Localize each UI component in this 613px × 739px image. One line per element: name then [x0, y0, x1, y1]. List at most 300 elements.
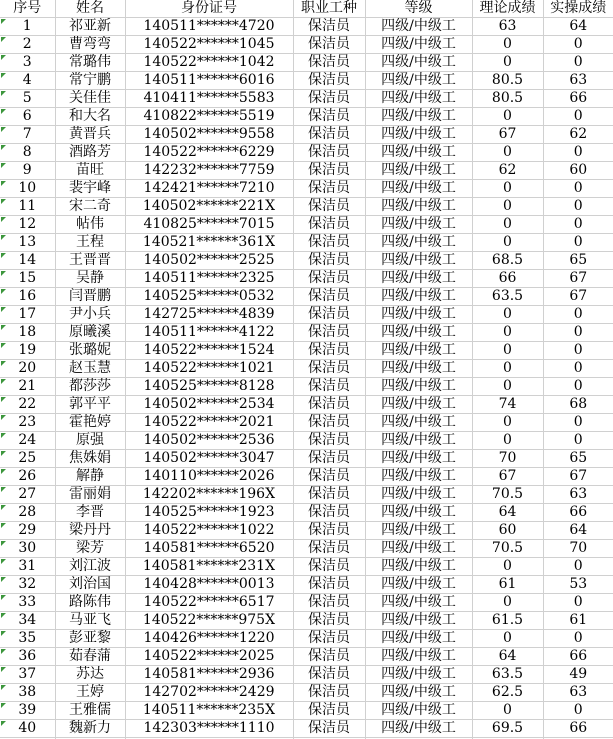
- cell-index[interactable]: 36: [0, 648, 55, 666]
- cell-level[interactable]: 四级/中级工: [365, 540, 472, 558]
- cell-occupation[interactable]: 保洁员: [293, 576, 365, 594]
- cell-theory_score[interactable]: 69.5: [472, 720, 543, 738]
- cell-level[interactable]: 四级/中级工: [365, 486, 472, 504]
- cell-index[interactable]: 19: [0, 342, 55, 360]
- cell-practical_score[interactable]: 63: [543, 486, 613, 504]
- cell-practical_score[interactable]: 0: [543, 54, 613, 72]
- cell-index[interactable]: 20: [0, 360, 55, 378]
- column-header-theory_score[interactable]: 理论成绩: [472, 0, 543, 18]
- cell-practical_score[interactable]: 67: [543, 288, 613, 306]
- cell-id_number[interactable]: 140522******1524: [125, 342, 293, 360]
- cell-id_number[interactable]: 140581******231X: [125, 558, 293, 576]
- cell-id_number[interactable]: 140522******2025: [125, 648, 293, 666]
- cell-name[interactable]: 苏达: [55, 666, 125, 684]
- cell-index[interactable]: 31: [0, 558, 55, 576]
- cell-level[interactable]: 四级/中级工: [365, 72, 472, 90]
- cell-name[interactable]: 王雅儒: [55, 702, 125, 720]
- cell-index[interactable]: 17: [0, 306, 55, 324]
- cell-practical_score[interactable]: 67: [543, 468, 613, 486]
- cell-theory_score[interactable]: 0: [472, 342, 543, 360]
- cell-theory_score[interactable]: 63.5: [472, 288, 543, 306]
- cell-level[interactable]: 四级/中级工: [365, 684, 472, 702]
- table-row: [0, 54, 613, 72]
- column-header-practical_score[interactable]: 实操成绩: [543, 0, 613, 18]
- cell-occupation[interactable]: 保洁员: [293, 612, 365, 630]
- cell-occupation[interactable]: 保洁员: [293, 54, 365, 72]
- cell-practical_score[interactable]: 65: [543, 252, 613, 270]
- cell-theory_score[interactable]: 66: [472, 270, 543, 288]
- cell-name[interactable]: 尹小兵: [55, 306, 125, 324]
- cell-occupation[interactable]: 保洁员: [293, 630, 365, 648]
- cell-practical_score[interactable]: 67: [543, 270, 613, 288]
- cell-name[interactable]: 原曦溪: [55, 324, 125, 342]
- cell-id_number[interactable]: 140521******361X: [125, 234, 293, 252]
- cell-occupation[interactable]: 保洁员: [293, 558, 365, 576]
- cell-level[interactable]: 四级/中级工: [365, 342, 472, 360]
- cell-occupation[interactable]: 保洁员: [293, 432, 365, 450]
- cell-practical_score[interactable]: 0: [543, 36, 613, 54]
- cell-id_number[interactable]: 140522******1021: [125, 360, 293, 378]
- column-header-level[interactable]: 等级: [365, 0, 472, 18]
- cell-theory_score[interactable]: 0: [472, 378, 543, 396]
- cell-theory_score[interactable]: 0: [472, 36, 543, 54]
- cell-theory_score[interactable]: 64: [472, 648, 543, 666]
- cell-level[interactable]: 四级/中级工: [365, 252, 472, 270]
- cell-level[interactable]: 四级/中级工: [365, 522, 472, 540]
- cell-index[interactable]: 34: [0, 612, 55, 630]
- cell-name[interactable]: 茹春蒲: [55, 648, 125, 666]
- cell-level[interactable]: 四级/中级工: [365, 594, 472, 612]
- cell-index[interactable]: 27: [0, 486, 55, 504]
- cell-practical_score[interactable]: 0: [543, 180, 613, 198]
- table-row: [0, 702, 613, 720]
- cell-id_number[interactable]: 140511******235X: [125, 702, 293, 720]
- cell-index[interactable]: 18: [0, 324, 55, 342]
- cell-name[interactable]: 苗旺: [55, 162, 125, 180]
- cell-name[interactable]: 路陈伟: [55, 594, 125, 612]
- table-row: [0, 216, 613, 234]
- cell-level[interactable]: 四级/中级工: [365, 180, 472, 198]
- cell-level[interactable]: 四级/中级工: [365, 36, 472, 54]
- cell-occupation[interactable]: 保洁员: [293, 108, 365, 126]
- cell-occupation[interactable]: 保洁员: [293, 468, 365, 486]
- cell-practical_score[interactable]: 61: [543, 612, 613, 630]
- cell-practical_score[interactable]: 0: [543, 558, 613, 576]
- cell-id_number[interactable]: 140525******1923: [125, 504, 293, 522]
- cell-occupation[interactable]: 保洁员: [293, 414, 365, 432]
- cell-index[interactable]: 32: [0, 576, 55, 594]
- cell-level[interactable]: 四级/中级工: [365, 54, 472, 72]
- cell-occupation[interactable]: 保洁员: [293, 684, 365, 702]
- cell-id_number[interactable]: 410411******5583: [125, 90, 293, 108]
- cell-occupation[interactable]: 保洁员: [293, 72, 365, 90]
- stored-as-text-indicator-icon: [1, 307, 6, 312]
- cell-level[interactable]: 四级/中级工: [365, 198, 472, 216]
- cell-level[interactable]: 四级/中级工: [365, 234, 472, 252]
- cell-id_number[interactable]: 140511******4122: [125, 324, 293, 342]
- cell-name[interactable]: 刘江波: [55, 558, 125, 576]
- cell-level[interactable]: 四级/中级工: [365, 396, 472, 414]
- cell-index[interactable]: 13: [0, 234, 55, 252]
- cell-theory_score[interactable]: 80.5: [472, 90, 543, 108]
- cell-id_number[interactable]: 142702******2429: [125, 684, 293, 702]
- cell-level[interactable]: 四级/中级工: [365, 468, 472, 486]
- cell-theory_score[interactable]: 0: [472, 360, 543, 378]
- cell-theory_score[interactable]: 67: [472, 126, 543, 144]
- cell-index[interactable]: 33: [0, 594, 55, 612]
- cell-id_number[interactable]: 140426******1220: [125, 630, 293, 648]
- cell-index[interactable]: 26: [0, 468, 55, 486]
- cell-theory_score[interactable]: 0: [472, 180, 543, 198]
- cell-id_number[interactable]: 142303******1110: [125, 720, 293, 738]
- cell-id_number[interactable]: 410822******5519: [125, 108, 293, 126]
- cell-index[interactable]: 23: [0, 414, 55, 432]
- cell-level[interactable]: 四级/中级工: [365, 144, 472, 162]
- cell-id_number[interactable]: 140525******0532: [125, 288, 293, 306]
- cell-name[interactable]: 裴宇峰: [55, 180, 125, 198]
- cell-level[interactable]: 四级/中级工: [365, 324, 472, 342]
- cell-level[interactable]: 四级/中级工: [365, 108, 472, 126]
- column-header-id_number[interactable]: 身份证号: [125, 0, 293, 18]
- cell-occupation[interactable]: 保洁员: [293, 486, 365, 504]
- cell-name[interactable]: 李晋: [55, 504, 125, 522]
- cell-index[interactable]: 24: [0, 432, 55, 450]
- cell-occupation[interactable]: 保洁员: [293, 180, 365, 198]
- cell-practical_score[interactable]: 0: [543, 306, 613, 324]
- cell-name[interactable]: 宋二奇: [55, 198, 125, 216]
- column-header-index[interactable]: 序号: [0, 0, 55, 18]
- cell-name[interactable]: 帖伟: [55, 216, 125, 234]
- cell-occupation[interactable]: 保洁员: [293, 126, 365, 144]
- cell-name[interactable]: 吴静: [55, 270, 125, 288]
- cell-occupation[interactable]: 保洁员: [293, 306, 365, 324]
- cell-theory_score[interactable]: 68.5: [472, 252, 543, 270]
- cell-theory_score[interactable]: 0: [472, 144, 543, 162]
- cell-name[interactable]: 王程: [55, 234, 125, 252]
- table-row: [0, 126, 613, 144]
- cell-index[interactable]: 16: [0, 288, 55, 306]
- cell-id_number[interactable]: 140525******8128: [125, 378, 293, 396]
- cell-occupation[interactable]: 保洁员: [293, 144, 365, 162]
- table-row: [0, 36, 613, 54]
- cell-theory_score[interactable]: 0: [472, 432, 543, 450]
- cell-level[interactable]: 四级/中级工: [365, 558, 472, 576]
- table-row: [0, 648, 613, 666]
- cell-name[interactable]: 梁丹丹: [55, 522, 125, 540]
- cell-id_number[interactable]: 142232******7759: [125, 162, 293, 180]
- cell-theory_score[interactable]: 62: [472, 162, 543, 180]
- cell-name[interactable]: 焦姝娟: [55, 450, 125, 468]
- cell-theory_score[interactable]: 62.5: [472, 684, 543, 702]
- cell-index[interactable]: 8: [0, 144, 55, 162]
- cell-index[interactable]: 25: [0, 450, 55, 468]
- cell-level[interactable]: 四级/中级工: [365, 576, 472, 594]
- cell-name[interactable]: 梁芳: [55, 540, 125, 558]
- cell-theory_score[interactable]: 74: [472, 396, 543, 414]
- cell-level[interactable]: 四级/中级工: [365, 504, 472, 522]
- cell-name[interactable]: 彭亚黎: [55, 630, 125, 648]
- cell-occupation[interactable]: 保洁员: [293, 270, 365, 288]
- cell-id_number[interactable]: 140522******1042: [125, 54, 293, 72]
- cell-practical_score[interactable]: 64: [543, 18, 613, 36]
- cell-index[interactable]: 6: [0, 108, 55, 126]
- cell-name[interactable]: 雷丽娟: [55, 486, 125, 504]
- cell-index[interactable]: 30: [0, 540, 55, 558]
- cell-index[interactable]: 5: [0, 90, 55, 108]
- cell-index[interactable]: 37: [0, 666, 55, 684]
- cell-id_number[interactable]: 410825******7015: [125, 216, 293, 234]
- cell-theory_score[interactable]: 0: [472, 558, 543, 576]
- cell-level[interactable]: 四级/中级工: [365, 270, 472, 288]
- cell-theory_score[interactable]: 0: [472, 306, 543, 324]
- cell-practical_score[interactable]: 0: [543, 378, 613, 396]
- cell-name[interactable]: 解静: [55, 468, 125, 486]
- cell-occupation[interactable]: 保洁员: [293, 216, 365, 234]
- cell-name[interactable]: 常宁鹏: [55, 72, 125, 90]
- cell-theory_score[interactable]: 0: [472, 414, 543, 432]
- cell-name[interactable]: 和大名: [55, 108, 125, 126]
- cell-name[interactable]: 曹弯弯: [55, 36, 125, 54]
- cell-practical_score[interactable]: 62: [543, 126, 613, 144]
- cell-index[interactable]: 3: [0, 54, 55, 72]
- cell-occupation[interactable]: 保洁员: [293, 720, 365, 738]
- cell-occupation[interactable]: 保洁员: [293, 324, 365, 342]
- cell-theory_score[interactable]: 70.5: [472, 486, 543, 504]
- cell-name[interactable]: 黄晋兵: [55, 126, 125, 144]
- cell-occupation[interactable]: 保洁员: [293, 450, 365, 468]
- cell-practical_score[interactable]: 0: [543, 144, 613, 162]
- cell-id_number[interactable]: 140522******2021: [125, 414, 293, 432]
- cell-occupation[interactable]: 保洁员: [293, 18, 365, 36]
- cell-index[interactable]: 11: [0, 198, 55, 216]
- cell-id_number[interactable]: 142421******7210: [125, 180, 293, 198]
- cell-occupation[interactable]: 保洁员: [293, 396, 365, 414]
- cell-practical_score[interactable]: 0: [543, 342, 613, 360]
- cell-name[interactable]: 郭平平: [55, 396, 125, 414]
- cell-id_number[interactable]: 140428******0013: [125, 576, 293, 594]
- cell-id_number[interactable]: 142725******4839: [125, 306, 293, 324]
- cell-name[interactable]: 魏新力: [55, 720, 125, 738]
- cell-level[interactable]: 四级/中级工: [365, 18, 472, 36]
- cell-name[interactable]: 都莎莎: [55, 378, 125, 396]
- cell-level[interactable]: 四级/中级工: [365, 378, 472, 396]
- cell-level[interactable]: 四级/中级工: [365, 612, 472, 630]
- cell-index[interactable]: 12: [0, 216, 55, 234]
- cell-id_number[interactable]: 140522******1045: [125, 36, 293, 54]
- cell-id_number[interactable]: 140522******1022: [125, 522, 293, 540]
- cell-practical_score[interactable]: 68: [543, 396, 613, 414]
- cell-theory_score[interactable]: 0: [472, 234, 543, 252]
- cell-id_number[interactable]: 140511******2325: [125, 270, 293, 288]
- cell-id_number[interactable]: 140502******221X: [125, 198, 293, 216]
- cell-index[interactable]: 39: [0, 702, 55, 720]
- cell-practical_score[interactable]: 0: [543, 630, 613, 648]
- cell-occupation[interactable]: 保洁员: [293, 162, 365, 180]
- cell-index[interactable]: 40: [0, 720, 55, 738]
- cell-occupation[interactable]: 保洁员: [293, 594, 365, 612]
- cell-index[interactable]: 7: [0, 126, 55, 144]
- cell-practical_score[interactable]: 0: [543, 234, 613, 252]
- cell-name[interactable]: 王婷: [55, 684, 125, 702]
- cell-id_number[interactable]: 140522******975X: [125, 612, 293, 630]
- cell-id_number[interactable]: 140502******3047: [125, 450, 293, 468]
- cell-practical_score[interactable]: 0: [543, 198, 613, 216]
- cell-name[interactable]: 霍艳婷: [55, 414, 125, 432]
- cell-index[interactable]: 38: [0, 684, 55, 702]
- cell-practical_score[interactable]: 66: [543, 90, 613, 108]
- cell-index[interactable]: 4: [0, 72, 55, 90]
- cell-index[interactable]: 1: [0, 18, 55, 36]
- cell-practical_score[interactable]: 0: [543, 108, 613, 126]
- cell-occupation[interactable]: 保洁员: [293, 522, 365, 540]
- column-header-occupation[interactable]: 职业工种: [293, 0, 365, 18]
- cell-occupation[interactable]: 保洁员: [293, 90, 365, 108]
- cell-id_number[interactable]: 140502******2525: [125, 252, 293, 270]
- stored-as-text-indicator-icon: [1, 145, 6, 150]
- cell-name[interactable]: 关佳佳: [55, 90, 125, 108]
- cell-id_number[interactable]: 140581******2936: [125, 666, 293, 684]
- cell-index[interactable]: 21: [0, 378, 55, 396]
- cell-level[interactable]: 四级/中级工: [365, 720, 472, 738]
- cell-practical_score[interactable]: 70: [543, 540, 613, 558]
- cell-index[interactable]: 14: [0, 252, 55, 270]
- cell-occupation[interactable]: 保洁员: [293, 702, 365, 720]
- cell-level[interactable]: 四级/中级工: [365, 450, 472, 468]
- cell-theory_score[interactable]: 63: [472, 18, 543, 36]
- cell-occupation[interactable]: 保洁员: [293, 666, 365, 684]
- cell-practical_score[interactable]: 66: [543, 504, 613, 522]
- stored-as-text-indicator-icon: [1, 379, 6, 384]
- cell-theory_score[interactable]: 0: [472, 54, 543, 72]
- cell-practical_score[interactable]: 53: [543, 576, 613, 594]
- cell-index[interactable]: 9: [0, 162, 55, 180]
- cell-practical_score[interactable]: 64: [543, 522, 613, 540]
- cell-theory_score[interactable]: 63.5: [472, 666, 543, 684]
- cell-occupation[interactable]: 保洁员: [293, 234, 365, 252]
- cell-name[interactable]: 祁亚新: [55, 18, 125, 36]
- cell-practical_score[interactable]: 60: [543, 162, 613, 180]
- cell-name[interactable]: 闫晋鹏: [55, 288, 125, 306]
- cell-practical_score[interactable]: 0: [543, 324, 613, 342]
- cell-theory_score[interactable]: 0: [472, 108, 543, 126]
- cell-practical_score[interactable]: 0: [543, 360, 613, 378]
- cell-level[interactable]: 四级/中级工: [365, 630, 472, 648]
- table-row: [0, 486, 613, 504]
- cell-name[interactable]: 王晋晋: [55, 252, 125, 270]
- cell-id_number[interactable]: 140522******6229: [125, 144, 293, 162]
- cell-index[interactable]: 35: [0, 630, 55, 648]
- cell-theory_score[interactable]: 60: [472, 522, 543, 540]
- cell-id_number[interactable]: 142202******196X: [125, 486, 293, 504]
- cell-name[interactable]: 马亚飞: [55, 612, 125, 630]
- cell-id_number[interactable]: 140522******6517: [125, 594, 293, 612]
- cell-theory_score[interactable]: 0: [472, 216, 543, 234]
- cell-theory_score[interactable]: 70: [472, 450, 543, 468]
- cell-theory_score[interactable]: 0: [472, 702, 543, 720]
- cell-occupation[interactable]: 保洁员: [293, 288, 365, 306]
- stored-as-text-indicator-icon: [1, 37, 6, 42]
- cell-occupation[interactable]: 保洁员: [293, 648, 365, 666]
- cell-theory_score[interactable]: 70.5: [472, 540, 543, 558]
- cell-theory_score[interactable]: 64: [472, 504, 543, 522]
- cell-occupation[interactable]: 保洁员: [293, 198, 365, 216]
- cell-level[interactable]: 四级/中级工: [365, 702, 472, 720]
- cell-name[interactable]: 张璐妮: [55, 342, 125, 360]
- cell-theory_score[interactable]: 0: [472, 594, 543, 612]
- table-row: [0, 630, 613, 648]
- cell-level[interactable]: 四级/中级工: [365, 288, 472, 306]
- cell-theory_score[interactable]: 80.5: [472, 72, 543, 90]
- cell-name[interactable]: 原强: [55, 432, 125, 450]
- column-header-name[interactable]: 姓名: [55, 0, 125, 18]
- cell-index[interactable]: 10: [0, 180, 55, 198]
- cell-practical_score[interactable]: 0: [543, 216, 613, 234]
- cell-level[interactable]: 四级/中级工: [365, 90, 472, 108]
- stored-as-text-indicator-icon: [1, 91, 6, 96]
- cell-practical_score[interactable]: 63: [543, 684, 613, 702]
- cell-name[interactable]: 常璐伟: [55, 54, 125, 72]
- cell-name[interactable]: 赵玉慧: [55, 360, 125, 378]
- cell-practical_score[interactable]: 0: [543, 594, 613, 612]
- cell-level[interactable]: 四级/中级工: [365, 162, 472, 180]
- cell-occupation[interactable]: 保洁员: [293, 252, 365, 270]
- cell-practical_score[interactable]: 63: [543, 72, 613, 90]
- cell-theory_score[interactable]: 61.5: [472, 612, 543, 630]
- cell-practical_score[interactable]: 65: [543, 450, 613, 468]
- cell-theory_score[interactable]: 0: [472, 198, 543, 216]
- cell-name[interactable]: 刘治国: [55, 576, 125, 594]
- cell-id_number[interactable]: 140581******6520: [125, 540, 293, 558]
- cell-level[interactable]: 四级/中级工: [365, 306, 472, 324]
- cell-id_number[interactable]: 140110******2026: [125, 468, 293, 486]
- cell-id_number[interactable]: 140502******9558: [125, 126, 293, 144]
- cell-id_number[interactable]: 140502******2536: [125, 432, 293, 450]
- cell-occupation[interactable]: 保洁员: [293, 540, 365, 558]
- cell-theory_score[interactable]: 67: [472, 468, 543, 486]
- cell-level[interactable]: 四级/中级工: [365, 432, 472, 450]
- cell-practical_score[interactable]: 66: [543, 648, 613, 666]
- cell-occupation[interactable]: 保洁员: [293, 342, 365, 360]
- cell-index[interactable]: 15: [0, 270, 55, 288]
- cell-level[interactable]: 四级/中级工: [365, 414, 472, 432]
- cell-practical_score[interactable]: 0: [543, 432, 613, 450]
- cell-index[interactable]: 2: [0, 36, 55, 54]
- cell-level[interactable]: 四级/中级工: [365, 648, 472, 666]
- cell-practical_score[interactable]: 0: [543, 702, 613, 720]
- cell-index[interactable]: 29: [0, 522, 55, 540]
- cell-occupation[interactable]: 保洁员: [293, 36, 365, 54]
- cell-index[interactable]: 22: [0, 396, 55, 414]
- cell-theory_score[interactable]: 0: [472, 324, 543, 342]
- cell-name[interactable]: 酒路芳: [55, 144, 125, 162]
- cell-id_number[interactable]: 140511******6016: [125, 72, 293, 90]
- cell-theory_score[interactable]: 61: [472, 576, 543, 594]
- cell-occupation[interactable]: 保洁员: [293, 360, 365, 378]
- cell-practical_score[interactable]: 0: [543, 414, 613, 432]
- cell-level[interactable]: 四级/中级工: [365, 360, 472, 378]
- cell-index[interactable]: 28: [0, 504, 55, 522]
- cell-id_number[interactable]: 140511******4720: [125, 18, 293, 36]
- cell-practical_score[interactable]: 49: [543, 666, 613, 684]
- cell-level[interactable]: 四级/中级工: [365, 216, 472, 234]
- cell-theory_score[interactable]: 0: [472, 630, 543, 648]
- cell-id_number[interactable]: 140502******2534: [125, 396, 293, 414]
- cell-occupation[interactable]: 保洁员: [293, 504, 365, 522]
- cell-level[interactable]: 四级/中级工: [365, 666, 472, 684]
- cell-level[interactable]: 四级/中级工: [365, 126, 472, 144]
- cell-occupation[interactable]: 保洁员: [293, 378, 365, 396]
- cell-practical_score[interactable]: 66: [543, 720, 613, 738]
